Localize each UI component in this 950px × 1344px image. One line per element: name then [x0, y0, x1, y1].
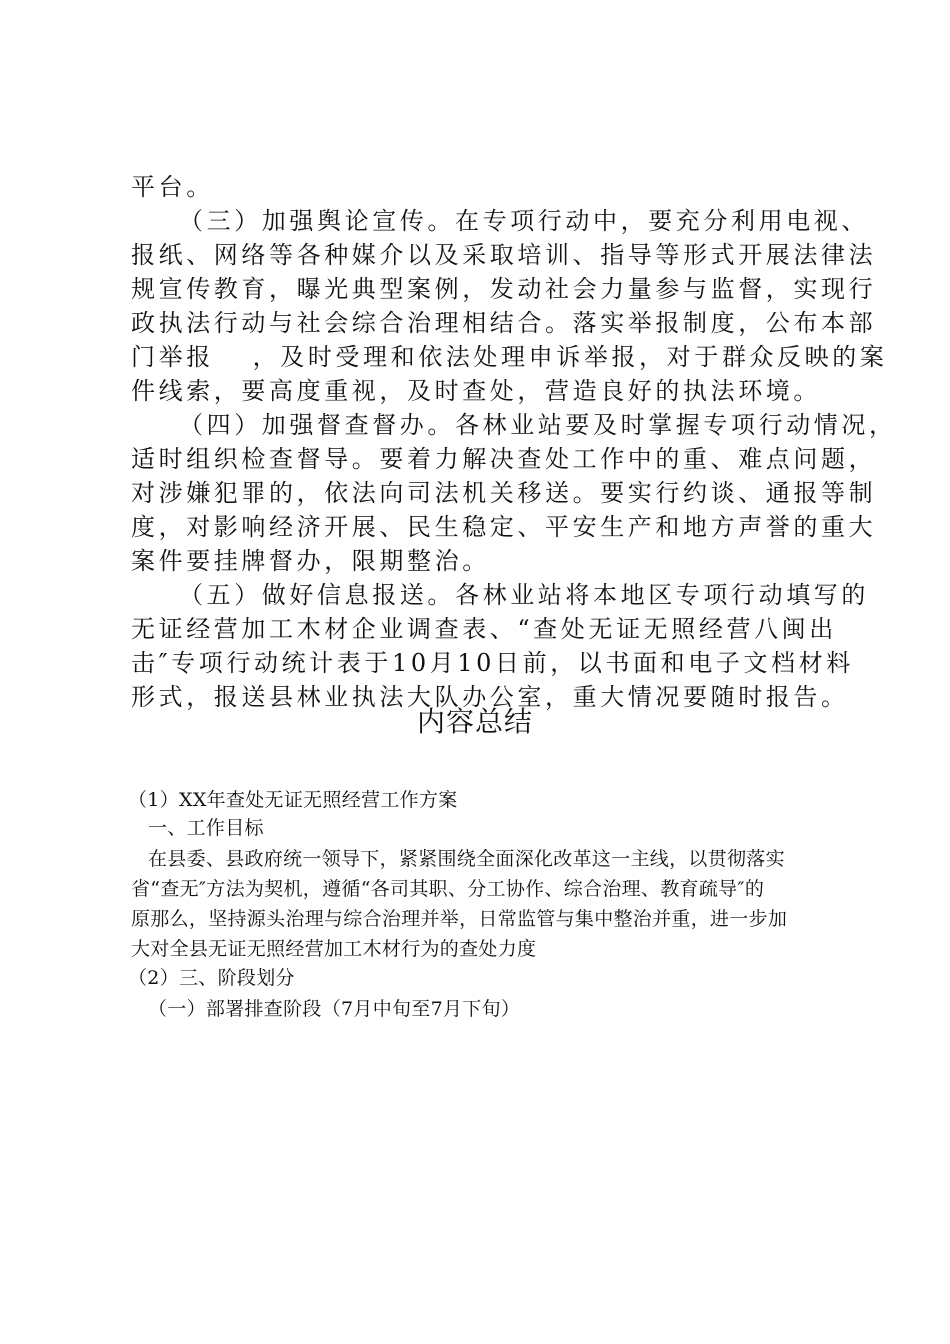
body-line: 适时组织检查督导。要着力解决查处工作中的重、难点问题， [131, 445, 877, 473]
body-line: （三）加强舆论宣传。在专项行动中，要充分利用电视、 [179, 207, 869, 235]
summary-line: （一）部署排查阶段（7月中旬至7月下旬） [148, 998, 521, 1020]
body-line: 形式，报送县林业执法大队办公室，重大情况要随时报告。 [131, 683, 849, 711]
body-line: 件线索，要高度重视，及时查处，营造良好的执法环境。 [131, 377, 821, 405]
body-line: 平台。 [131, 173, 214, 201]
summary-line: 省“查无″方法为契机，遵循“各司其职、分工协作、综合治理、教育疏导″的 [131, 878, 765, 900]
summary-line: 一、工作目标 [148, 817, 264, 839]
body-line: 门举报 ，及时受理和依法处理申诉举报，对于群众反映的案 [131, 343, 888, 371]
body-line: 无证经营加工木材企业调查表、“查处无证无照经营八闽出 [131, 615, 837, 643]
summary-line: 大对全县无证无照经营加工木材行为的查处力度 [131, 938, 537, 960]
body-line: 报纸、网络等各种媒介以及采取培训、指导等形式开展法律法 [131, 241, 877, 269]
summary-line: （2）三、阶段划分 [128, 967, 295, 989]
summary-title: 内容总结 [416, 705, 533, 738]
body-line: （五）做好信息报送。各林业站将本地区专项行动填写的 [179, 581, 869, 609]
body-line: 击″专项行动统计表于10月10日前，以书面和电子文档材料 [131, 649, 854, 677]
summary-line: （1）XX年查处无证无照经营工作方案 [128, 789, 458, 811]
summary-line: 原那么，坚持源头治理与综合治理并举，日常监管与集中整治并重，进一步加 [131, 908, 788, 930]
body-line: 政执法行动与社会综合治理相结合。落实举报制度，公布本部 [131, 309, 877, 337]
body-line: 对涉嫌犯罪的，依法向司法机关移送。要实行约谈、通报等制 [131, 479, 877, 507]
body-line: 案件要挂牌督办，限期整治。 [131, 547, 490, 575]
summary-line: 在县委、县政府统一领导下，紧紧围绕全面深化改革这一主线，以贯彻落实 [148, 848, 785, 870]
body-line: 度，对影响经济开展、民生稳定、平安生产和地方声誉的重大 [131, 513, 877, 541]
body-line: （四）加强督查督办。各林业站要及时掌握专项行动情况， [179, 411, 897, 439]
body-line: 规宣传教育，曝光典型案例，发动社会力量参与监督，实现行 [131, 275, 877, 303]
